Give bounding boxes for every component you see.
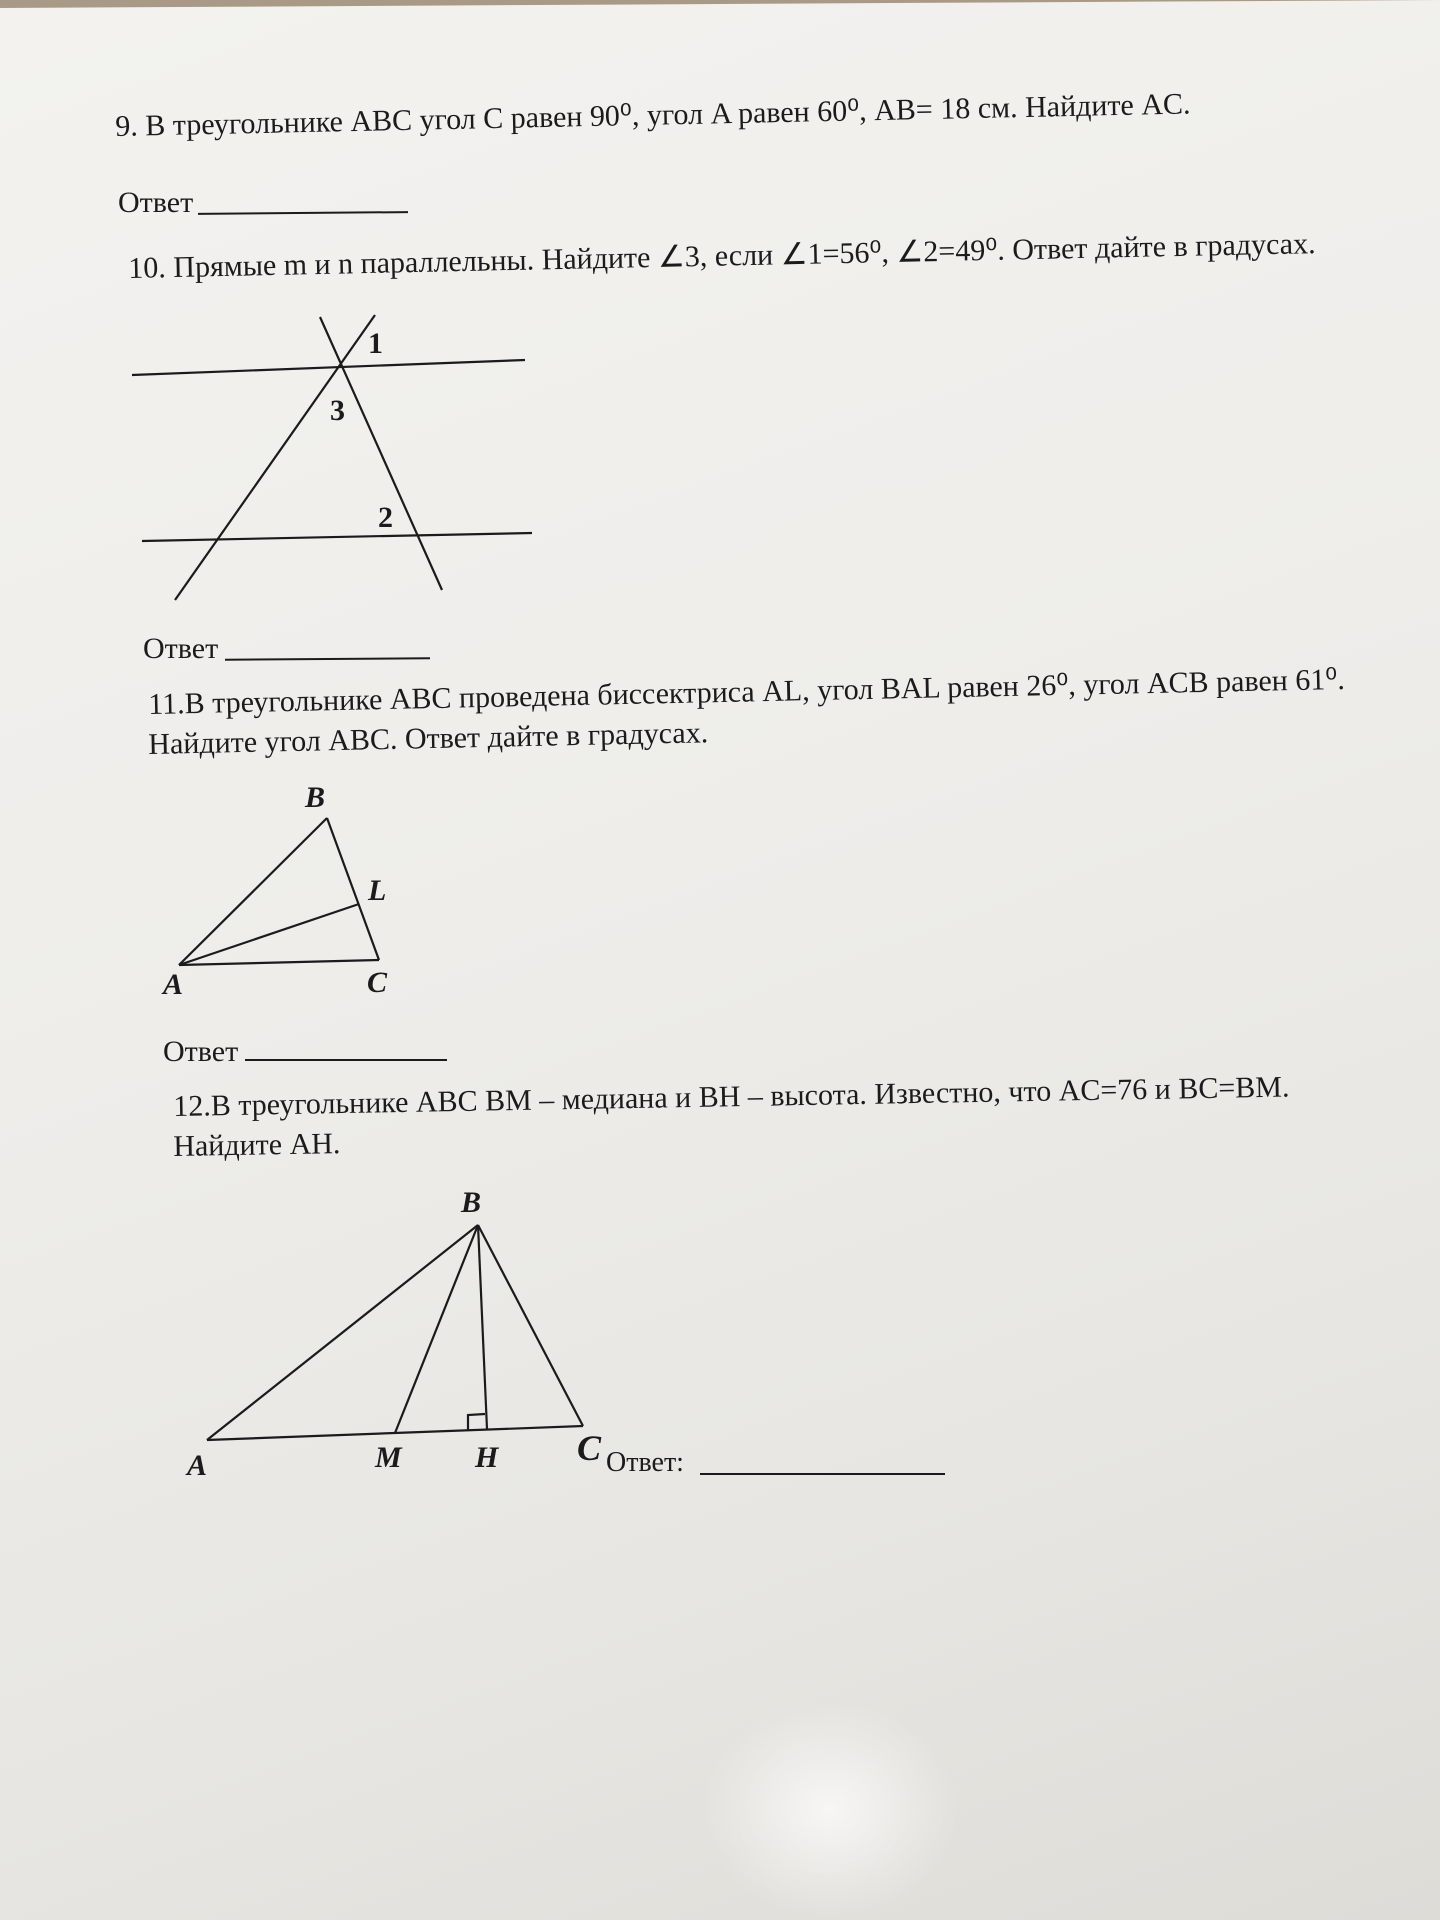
- task11-line1: 11.В треугольнике ABC проведена биссектриса AL, угол BAL равен 26⁰, угол ACB равен 61⁰.: [148, 662, 1346, 721]
- angle-2-label: 2: [378, 501, 393, 534]
- transversal-left: [175, 315, 375, 600]
- light-glare: [700, 1700, 960, 1920]
- vertex-A-label: A: [187, 1449, 208, 1482]
- vertex-C-label: C: [367, 966, 388, 999]
- side-BC: [478, 1225, 583, 1426]
- task11-answer-label: Ответ: [163, 1035, 239, 1068]
- task12-line2: Найдите AH.: [173, 1127, 341, 1163]
- task10-answer-label: Ответ: [143, 632, 219, 665]
- vertex-C-label: C: [577, 1428, 602, 1468]
- vertex-B-label: B: [461, 1186, 482, 1219]
- altitude-BH: [478, 1225, 487, 1429]
- task12-answer-label: Ответ:: [606, 1447, 684, 1478]
- right-angle-mark: [468, 1414, 485, 1430]
- point-H-label: H: [475, 1441, 499, 1474]
- vertex-A-label: A: [163, 968, 184, 1001]
- task11-answer-line[interactable]: [245, 1059, 447, 1061]
- task9-text: 9. В треугольнике ABC угол C равен 90⁰, угол A равен 60⁰, AB= 18 см. Найдите AC.: [115, 87, 1191, 143]
- task9-answer-label: Ответ: [118, 186, 194, 219]
- task10-text: 10. Прямые m и n параллельны. Найдите ∠3, если ∠1=56⁰, ∠2=49⁰. Ответ дайте в градусах.: [128, 227, 1316, 285]
- side-AB: [179, 818, 327, 965]
- task12-answer-line[interactable]: [700, 1473, 945, 1475]
- point-M-label: M: [375, 1441, 402, 1474]
- median-BM: [395, 1225, 478, 1433]
- parallel-line-m: [132, 360, 525, 375]
- parallel-line-n: [142, 533, 532, 541]
- angle-1-label: 1: [368, 327, 383, 360]
- angle-3-label: 3: [330, 394, 345, 427]
- point-L-label: L: [368, 874, 387, 907]
- task11-line2: Найдите угол ABC. Ответ дайте в градусах.: [148, 716, 709, 761]
- side-AC: [179, 960, 379, 965]
- task10-figure: [120, 305, 560, 605]
- task11-figure: [155, 780, 435, 1000]
- vertex-B-label: B: [305, 781, 326, 814]
- task12-figure: [175, 1170, 615, 1482]
- side-AB: [207, 1225, 478, 1440]
- task12-line1: 12.В треугольнике ABC BM – медиана и BH – высота. Известно, что AC=76 и BC=BM.: [173, 1070, 1290, 1123]
- bisector-AL: [179, 904, 359, 965]
